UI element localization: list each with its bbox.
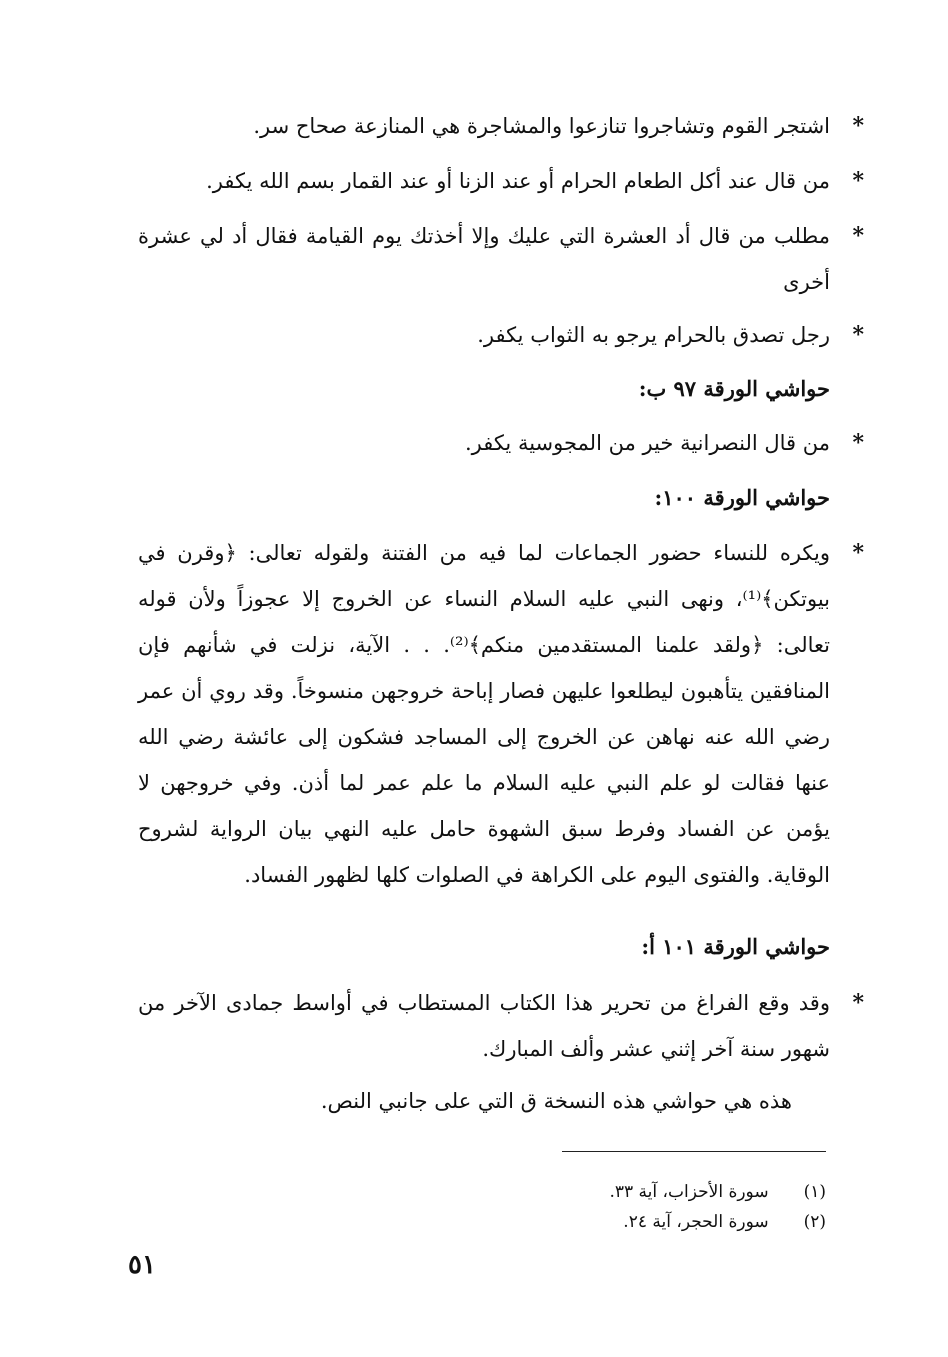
entry-text: وقد وقع الفراغ من تحرير هذا الكتاب المستطاب في أواسط جمادى الآخر من شهور سنة آخر إثني عشر وألف المبارك. [138, 991, 830, 1061]
footnote-1 [609, 1178, 826, 1206]
heading-folio-100: حواشي الورقة ١٠٠: [654, 485, 830, 510]
entry-text: من قال عند أكل الطعام الحرام أو عند الزنا أو عند القمار بسم الله يكفر. [206, 169, 830, 193]
entry-text: اشتجر القوم وتشاجروا تنازعوا والمشاجرة هي المنازعة صحاح سر. [253, 114, 830, 138]
entry-text: من قال النصرانية خير من المجوسية يكفر. [464, 431, 830, 455]
entry-4 [138, 312, 864, 358]
footnote-divider [562, 1151, 826, 1152]
bullet-star: * [852, 168, 864, 194]
heading-folio-97b: حواشي الورقة ٩٧ ب: [638, 376, 830, 401]
footnote-2 [623, 1208, 826, 1236]
entry-folio-101a [138, 980, 864, 1072]
entry-1 [138, 103, 864, 149]
page-number: ٥١ [128, 1250, 156, 1280]
bullet-star: * [852, 322, 864, 348]
entry-text: رجل تصدق بالحرام يرجو به الثواب يكفر. [477, 323, 830, 347]
bullet-star: * [852, 540, 864, 566]
entry-folio-100 [138, 530, 864, 898]
entry-3 [138, 213, 864, 305]
footnote-text: سورة الأحزاب، آية ٣٣. [609, 1182, 769, 1202]
entry-text: مطلب من قال أد العشرة التي عليك وإلا أخذتك يوم القيامة فقال أد لي عشرة أخرى [138, 224, 830, 294]
footnote-text: سورة الحجر، آية ٢٤. [623, 1212, 769, 1232]
bullet-star: * [852, 223, 864, 249]
bullet-star: * [852, 113, 864, 139]
bullet-star: * [852, 430, 864, 456]
bullet-star: * [852, 990, 864, 1016]
heading-folio-101a: حواشي الورقة ١٠١ أ: [641, 934, 830, 959]
entry-2 [138, 158, 864, 204]
entry-folio-97b [138, 420, 864, 466]
footnote-number: (١) [803, 1182, 826, 1202]
footnote-number: (٢) [803, 1212, 826, 1232]
entry-text: ويكره للنساء حضور الجماعات لما فيه من الفتنة ولقوله تعالى: ﴿وقرن في بيوتكن﴾⁽¹⁾، ونهى النبي عليه السلام النساء عن الخروج إلا عجوزاً ولأن قوله تعالى: ﴿ولقد علمنا المستقدمين منكم﴾⁽²⁾. . . الآية، نزلت في شأنهم فإن المنافقين يتأهبون ليطلعوا عليهن فصار إباحة خروجهن منسوخاً. وقد روي أن عمر رضي الله عنه نهاهن عن الخروج إلى المساجد فشكون إلى عائشة رضي الله عنها فقالت لو علم النبي عليه السلام ما علم عمر لما أذن. وفي خروجهن لا يؤمن عن الفساد وفرط سبق الشهوة حامل عليه النهي بيان الرواية لشروح الوقاية. والفتوى اليوم على الكراهة في الصلوات كلها لظهور الفساد. [138, 541, 830, 887]
closing-note: هذه هي حواشي هذه النسخة ق التي على جانبي النص. [320, 1089, 792, 1113]
